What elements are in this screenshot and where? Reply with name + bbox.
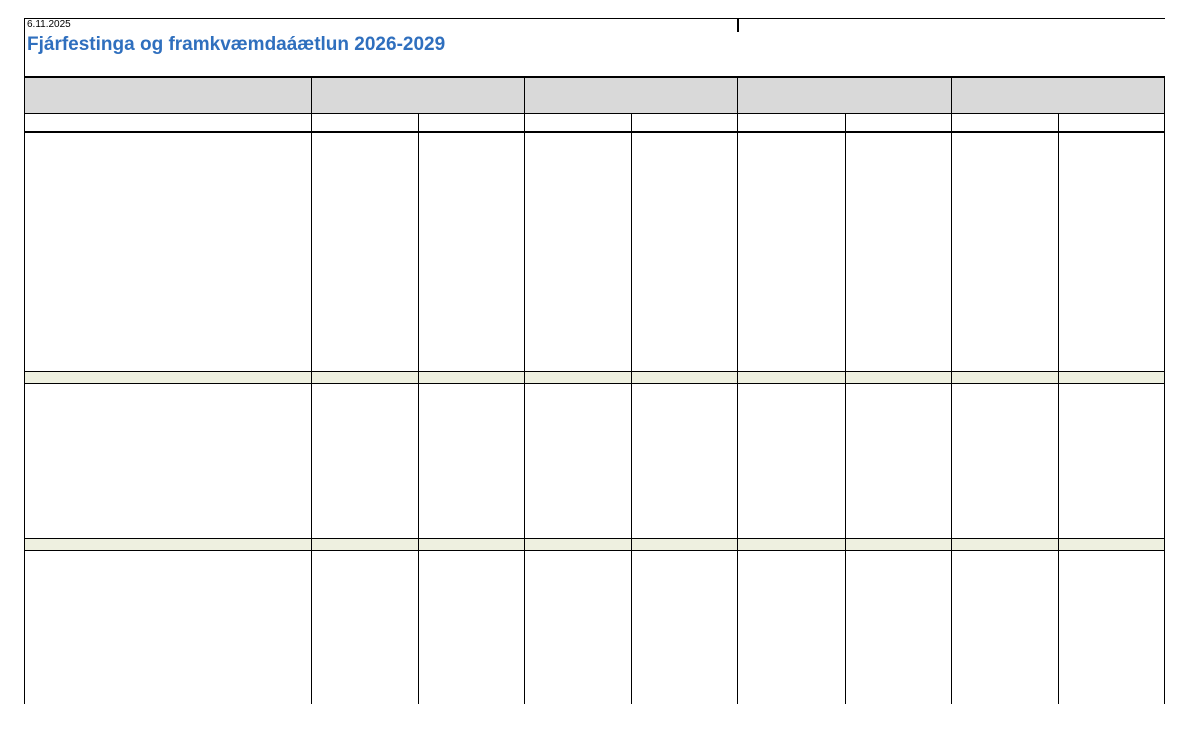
- col-rule: [631, 113, 632, 704]
- total-row-fill: [24, 371, 1164, 383]
- page-break-marker: [737, 18, 739, 32]
- col-rule: [845, 113, 846, 704]
- col-rule: [418, 113, 419, 704]
- h-rule: [24, 113, 1164, 114]
- page-title: Fjárfestinga og framkvæmdaáætlun 2026-2029: [27, 34, 446, 55]
- col-rule: [1058, 113, 1059, 704]
- col-rule: [951, 76, 952, 704]
- h-rule: [24, 550, 1164, 551]
- top-rule: [24, 18, 1165, 19]
- h-rule: [24, 76, 1164, 78]
- col-rule: [737, 76, 738, 704]
- print-date: 6.11.2025: [27, 19, 71, 30]
- total-row-fill: [24, 538, 1164, 550]
- h-rule: [24, 538, 1164, 539]
- h-rule: [24, 383, 1164, 384]
- col-rule: [311, 76, 312, 704]
- year-header-fill: [24, 76, 1164, 113]
- left-border: [24, 18, 25, 704]
- col-rule: [524, 76, 525, 704]
- h-rule: [24, 131, 1164, 133]
- h-rule: [24, 371, 1164, 372]
- col-rule: [1164, 76, 1165, 704]
